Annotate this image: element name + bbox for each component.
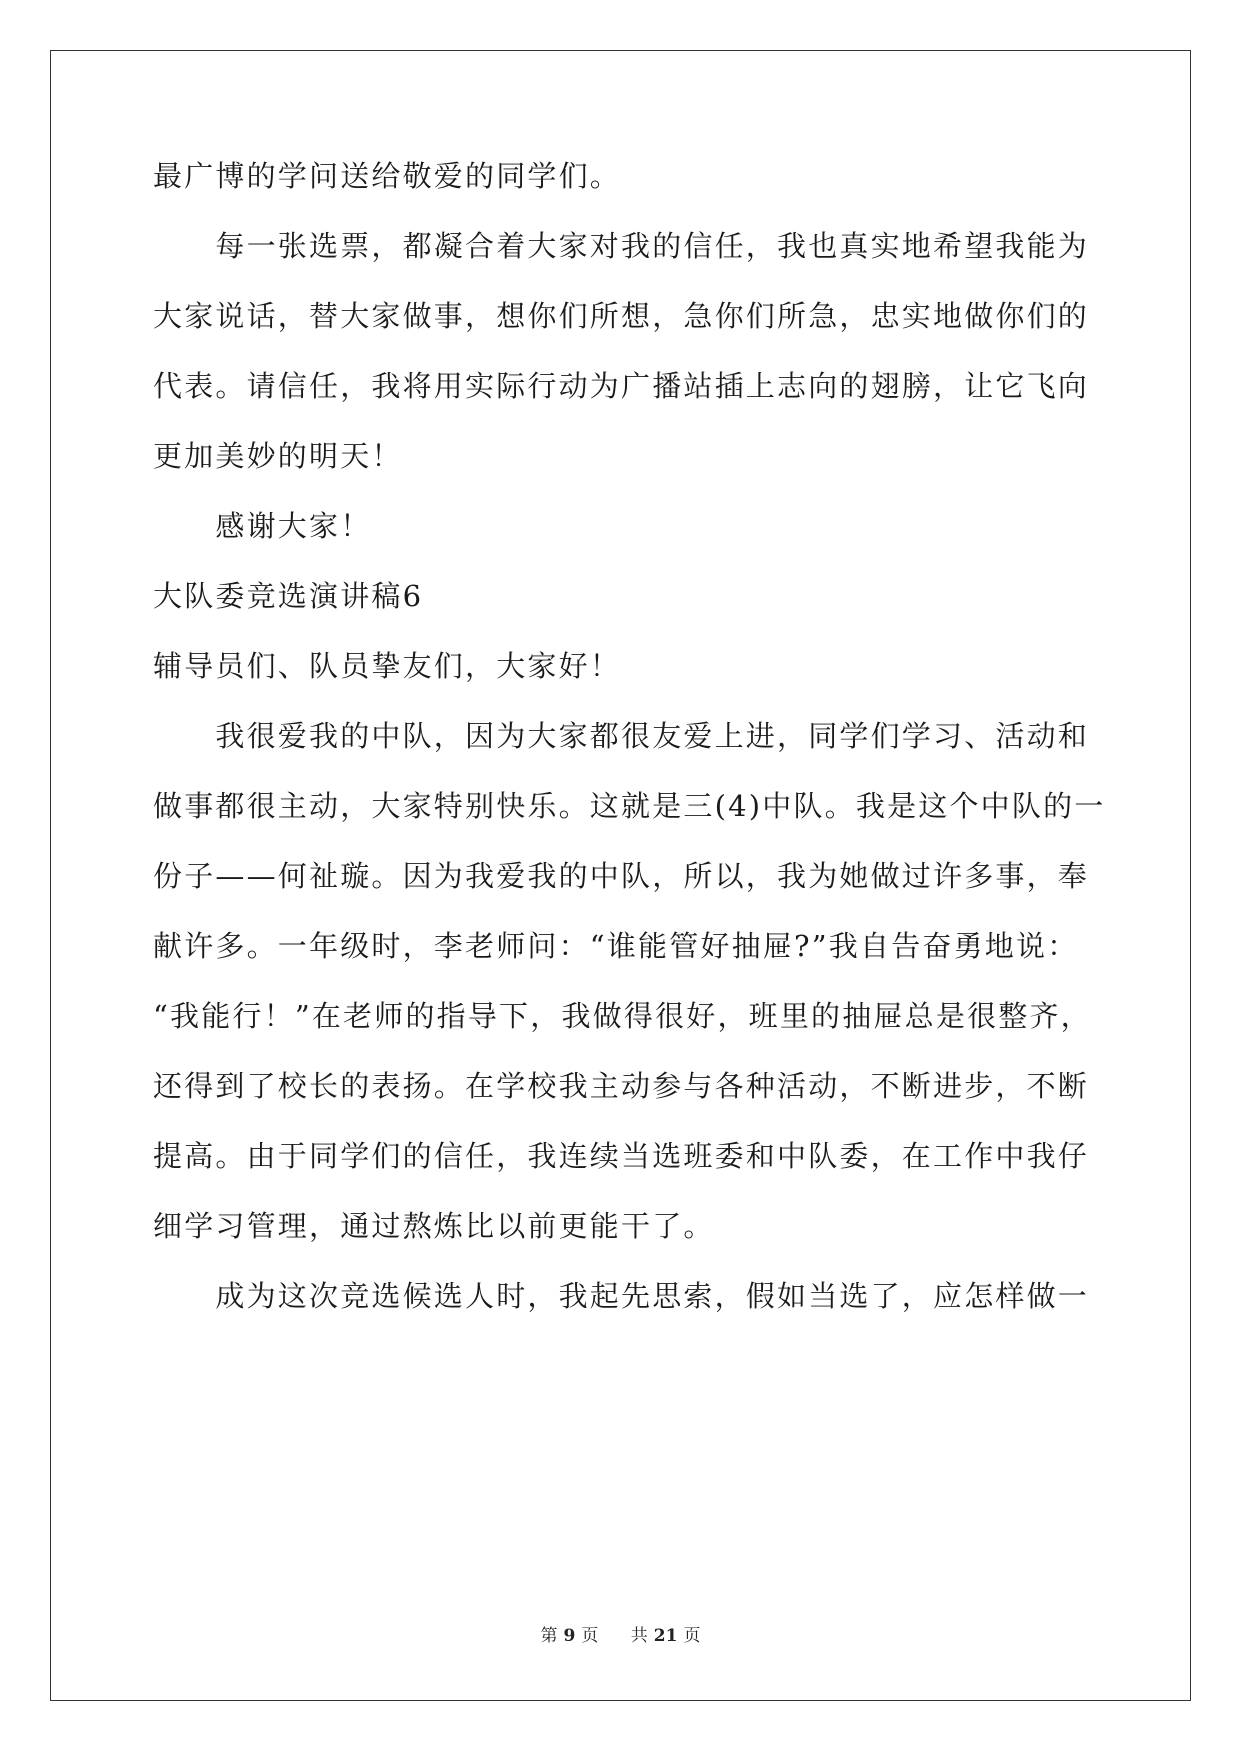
text-line: 我很爱我的中队，因为大家都很友爱上进，同学们学习、活动和 (153, 719, 1090, 753)
text-line: 辅导员们、队员挚友们，大家好！ (153, 649, 622, 683)
text-line: 成为这次竞选候选人时，我起先思索，假如当选了，应怎样做一 (153, 1279, 1090, 1313)
total-prefix: 共 (630, 1626, 648, 1646)
text-line: 提高。由于同学们的信任，我连续当选班委和中队委，在工作中我仔 (153, 1139, 1090, 1173)
page-footer (0, 1624, 1241, 1648)
text-line: 代表。请信任，我将用实际行动为广播站插上志向的翅膀，让它飞向 (153, 369, 1090, 403)
text-line: 做事都很主动，大家特别快乐。这就是三(4)中队。我是这个中队的一 (153, 789, 1106, 823)
text-line: 最广博的学问送给敬爱的同学们。 (153, 159, 622, 193)
text-line: 献许多。一年级时，李老师问：“谁能管好抽屉?”我自告奋勇地说： (153, 929, 1079, 963)
page-prefix: 第 (540, 1626, 558, 1646)
page-suffix: 页 (581, 1626, 599, 1646)
text-line: 更加美妙的明天！ (153, 439, 403, 473)
page-indicator (538, 1626, 607, 1646)
text-line: “我能行！”在老师的指导下，我做得很好，班里的抽屉总是很整齐， (153, 999, 1092, 1033)
text-line: 还得到了校长的表扬。在学校我主动参与各种活动，不断进步，不断 (153, 1069, 1090, 1103)
total-pages: 21 (653, 1626, 678, 1646)
page-number: 9 (563, 1626, 576, 1646)
section-heading: 大队委竞选演讲稿6 (153, 579, 424, 613)
total-suffix: 页 (683, 1626, 701, 1646)
total-indicator (628, 1626, 704, 1646)
text-line: 份子——何祉璇。因为我爱我的中队，所以，我为她做过许多事，奉 (153, 859, 1090, 893)
text-line: 每一张选票，都凝合着大家对我的信任，我也真实地希望我能为 (153, 229, 1090, 263)
text-line: 感谢大家！ (153, 509, 372, 543)
text-line: 大家说话，替大家做事，想你们所想，急你们所急，忠实地做你们的 (153, 299, 1090, 333)
text-line: 细学习管理，通过熬炼比以前更能干了。 (153, 1209, 715, 1243)
